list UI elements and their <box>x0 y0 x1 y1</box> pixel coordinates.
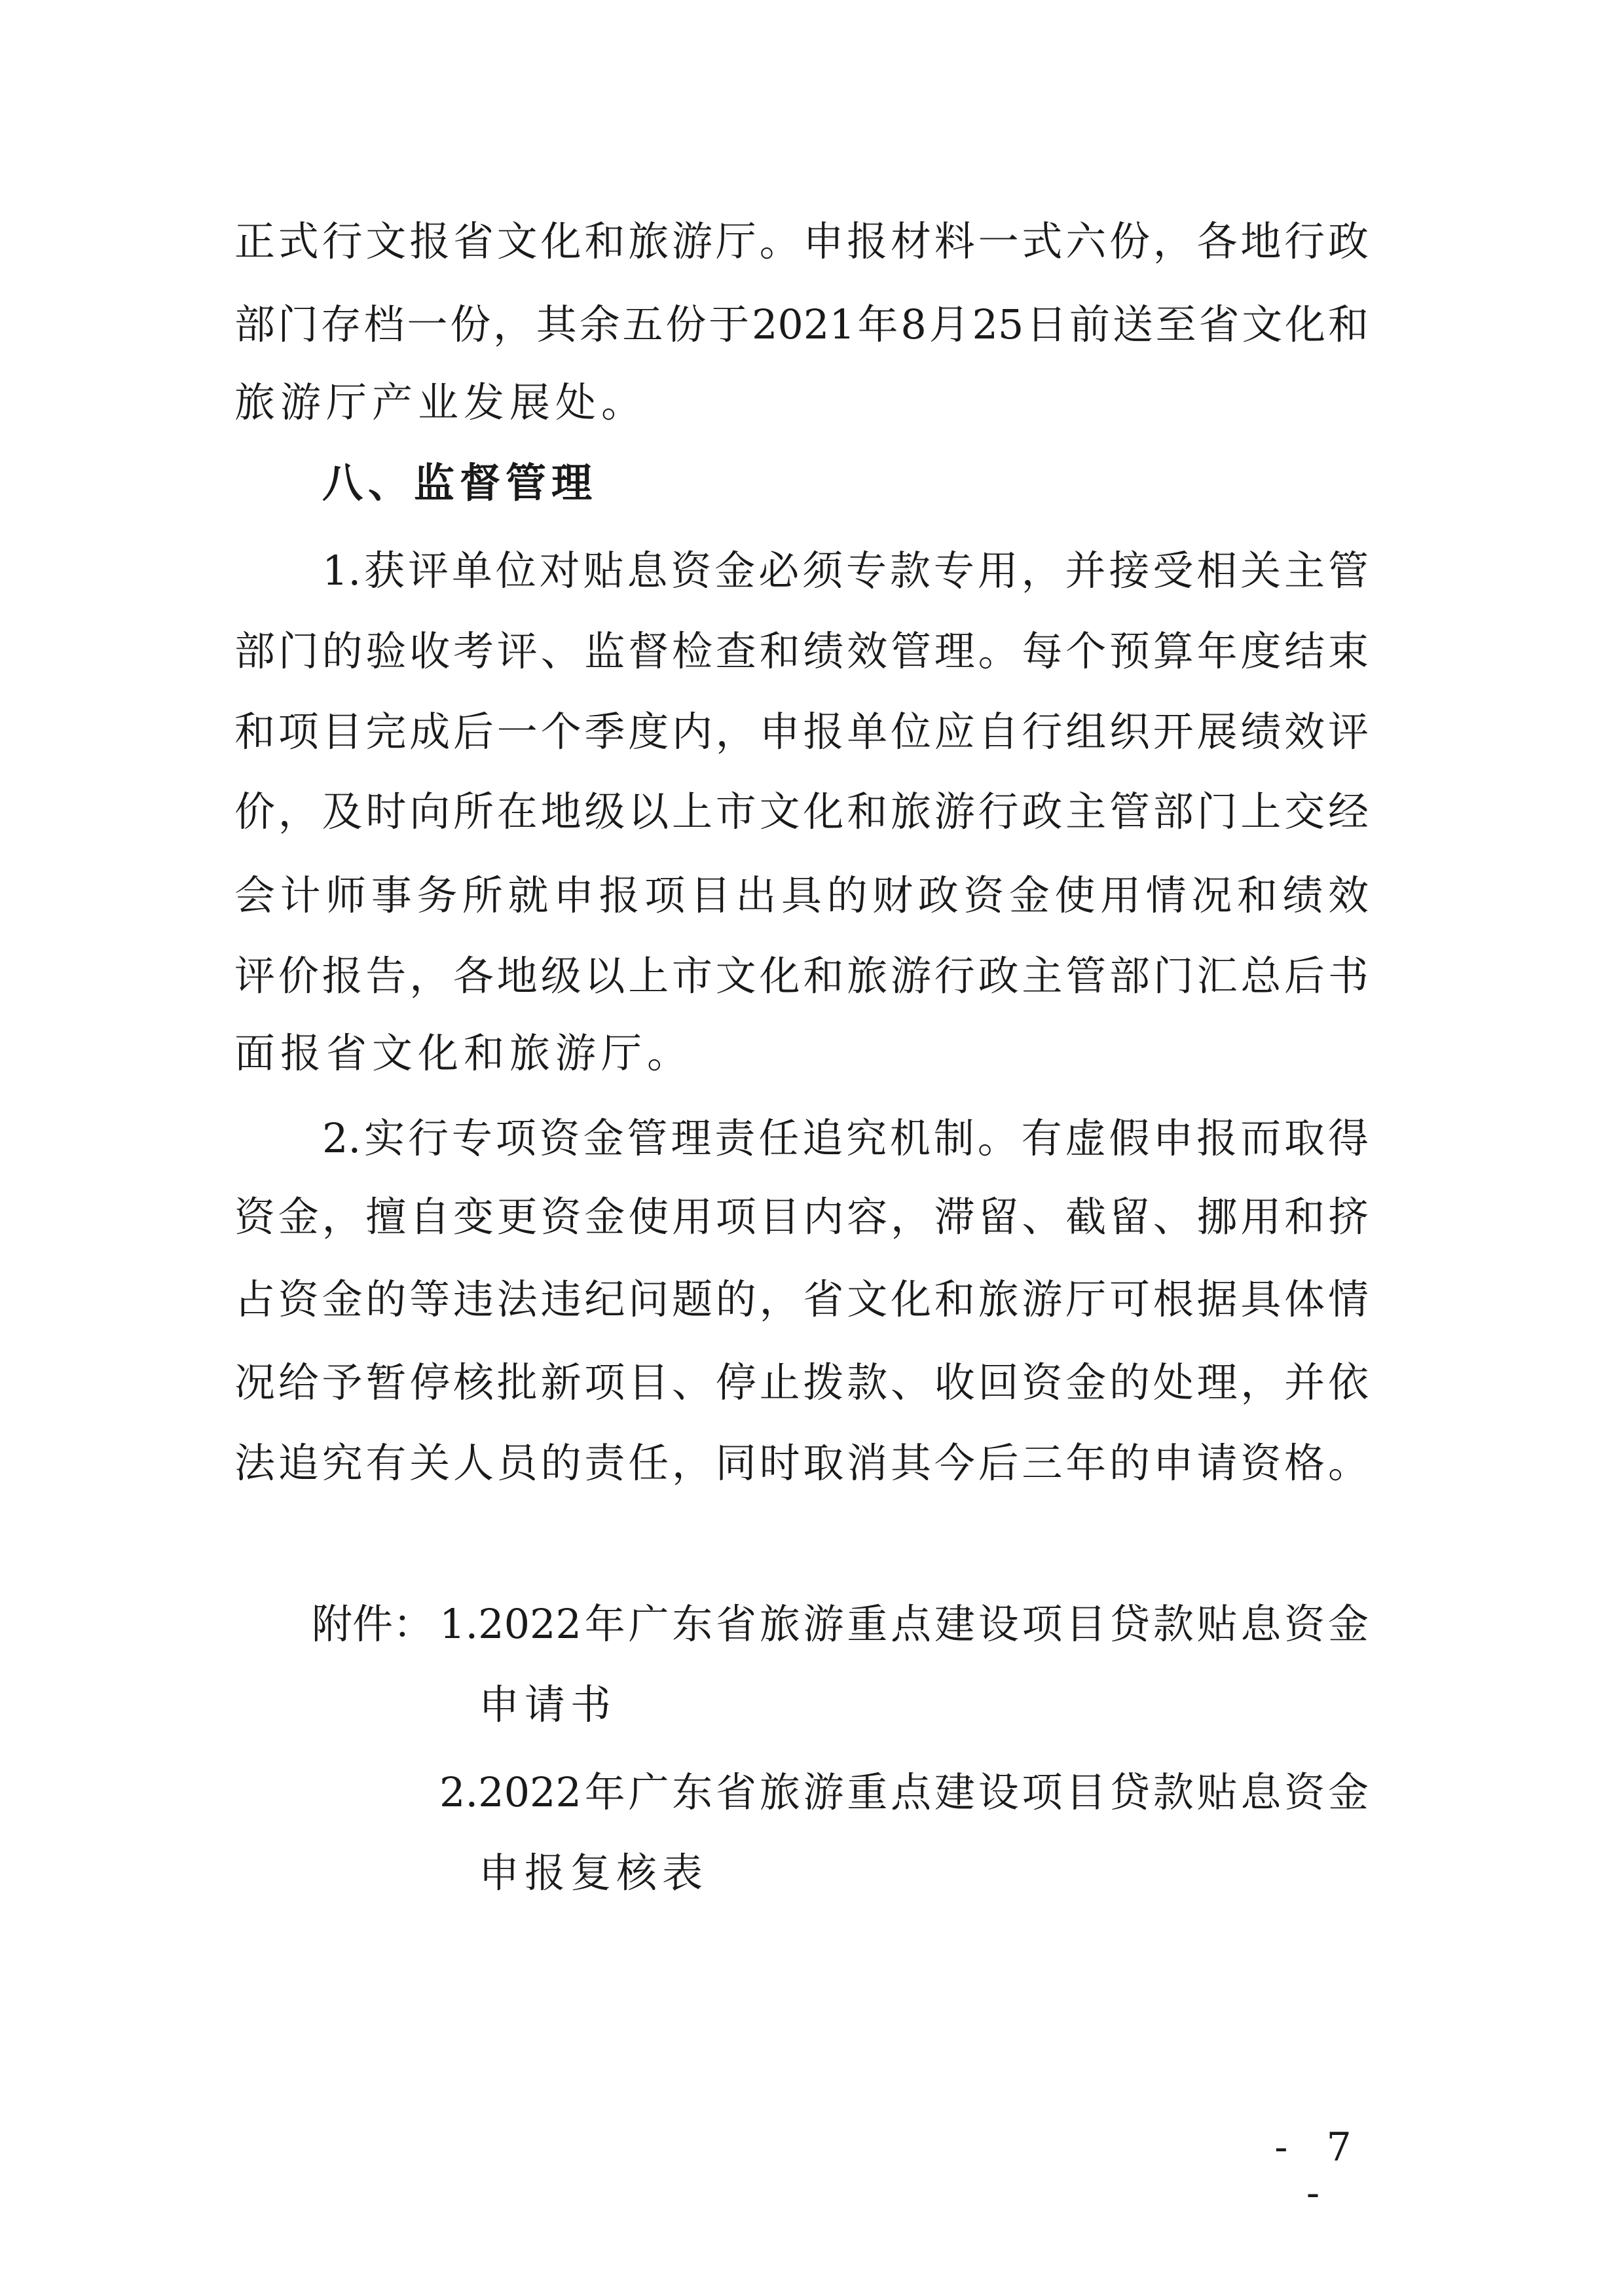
text-line: 会计师事务所就申报项目出具的财政资金使用情况和绩效 <box>234 871 1369 919</box>
text-line: 2.实行专项资金管理责任追究机制。有虚假申报而取得 <box>322 1114 1369 1162</box>
text-line: 和项目完成后一个季度内，申报单位应自行组织开展绩效评 <box>234 708 1369 756</box>
attachment-item-2: 2.2022年广东省旅游重点建设项目贷款贴息资金 <box>439 1768 1369 1816</box>
text-line: 部门的验收考评、监督检查和绩效管理。每个预算年度结束 <box>234 627 1369 675</box>
text-line: 正式行文报省文化和旅游厅。申报材料一式六份，各地行政 <box>234 217 1369 265</box>
section-heading: 八、监督管理 <box>322 459 598 507</box>
text-line: 部门存档一份，其余五份于2021年8月25日前送至省文化和 <box>234 301 1369 348</box>
attachment-item-1: 1.2022年广东省旅游重点建设项目贷款贴息资金 <box>439 1600 1369 1648</box>
text-line: 面报省文化和旅游厅。 <box>234 1029 693 1077</box>
text-line: 法追究有关人员的责任，同时取消其今后三年的申请资格。 <box>234 1439 1369 1487</box>
text-line: 占资金的等违法违纪问题的，省文化和旅游厅可根据具体情 <box>234 1275 1369 1323</box>
text-line: 价，及时向所在地级以上市文化和旅游行政主管部门上交经 <box>234 788 1369 835</box>
text-line: 旅游厅产业发展处。 <box>234 378 648 426</box>
attachments-label: 附件： <box>312 1600 434 1648</box>
text-line: 1.获评单位对贴息资金必须专款专用，并接受相关主管 <box>322 547 1369 594</box>
attachment-item-1-cont: 申请书 <box>479 1681 617 1728</box>
text-line: 况给予暂停核批新项目、停止拨款、收回资金的处理，并依 <box>234 1358 1369 1406</box>
attachment-item-2-cont: 申报复核表 <box>479 1849 709 1897</box>
text-line: 资金，擅自变更资金使用项目内容，滞留、截留、挪用和挤 <box>234 1193 1369 1241</box>
page-number: - 7 - <box>1274 2124 1365 2216</box>
text-line: 评价报告，各地级以上市文化和旅游行政主管部门汇总后书 <box>234 952 1369 1000</box>
